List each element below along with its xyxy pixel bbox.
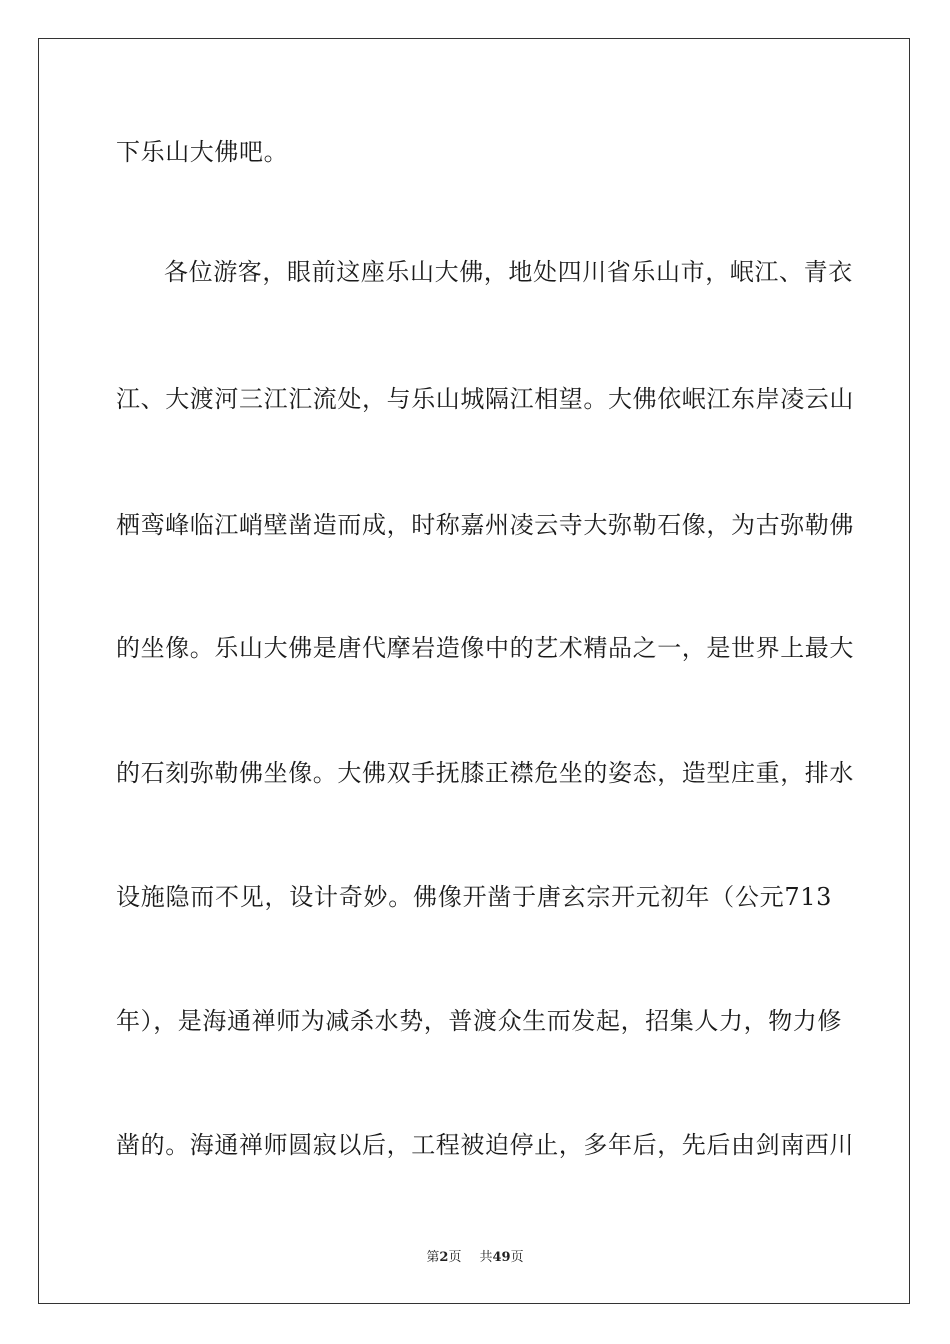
text-line-8: 年），是海通禅师为减杀水势，普渡众生而发起，招集人力，物力修 [116, 1007, 842, 1035]
text-line-2: 各位游客，眼前这座乐山大佛，地处四川省乐山市，岷江、青衣 [164, 258, 853, 286]
footer-total-pages: 49 [492, 1250, 511, 1265]
footer-page-number: 2 [439, 1250, 449, 1265]
footer-page-prefix: 第 [426, 1250, 440, 1265]
text-line-9: 凿的。海通禅师圆寂以后，工程被迫停止，多年后，先后由剑南西川 [116, 1131, 854, 1159]
page-border [38, 38, 910, 1304]
text-line-6: 的石刻弥勒佛坐像。大佛双手抚膝正襟危坐的姿态，造型庄重，排水 [116, 759, 854, 787]
page-footer [0, 1250, 950, 1266]
text-line-7: 设施隐而不见，设计奇妙。佛像开凿于唐玄宗开元初年（公元713 [116, 883, 832, 911]
text-line-3: 江、大渡河三江汇流处，与乐山城隔江相望。大佛依岷江东岸凌云山 [116, 385, 854, 413]
footer-total-prefix: 共 [479, 1250, 493, 1265]
text-line-4: 栖鸾峰临江峭壁凿造而成，时称嘉州凌云寺大弥勒石像，为古弥勒佛 [116, 511, 854, 539]
text-line-5: 的坐像。乐山大佛是唐代摩岩造像中的艺术精品之一，是世界上最大 [116, 634, 854, 662]
footer-total-suffix: 页 [510, 1250, 524, 1265]
footer-page-suffix: 页 [448, 1250, 462, 1265]
text-line-1: 下乐山大佛吧。 [116, 138, 289, 166]
